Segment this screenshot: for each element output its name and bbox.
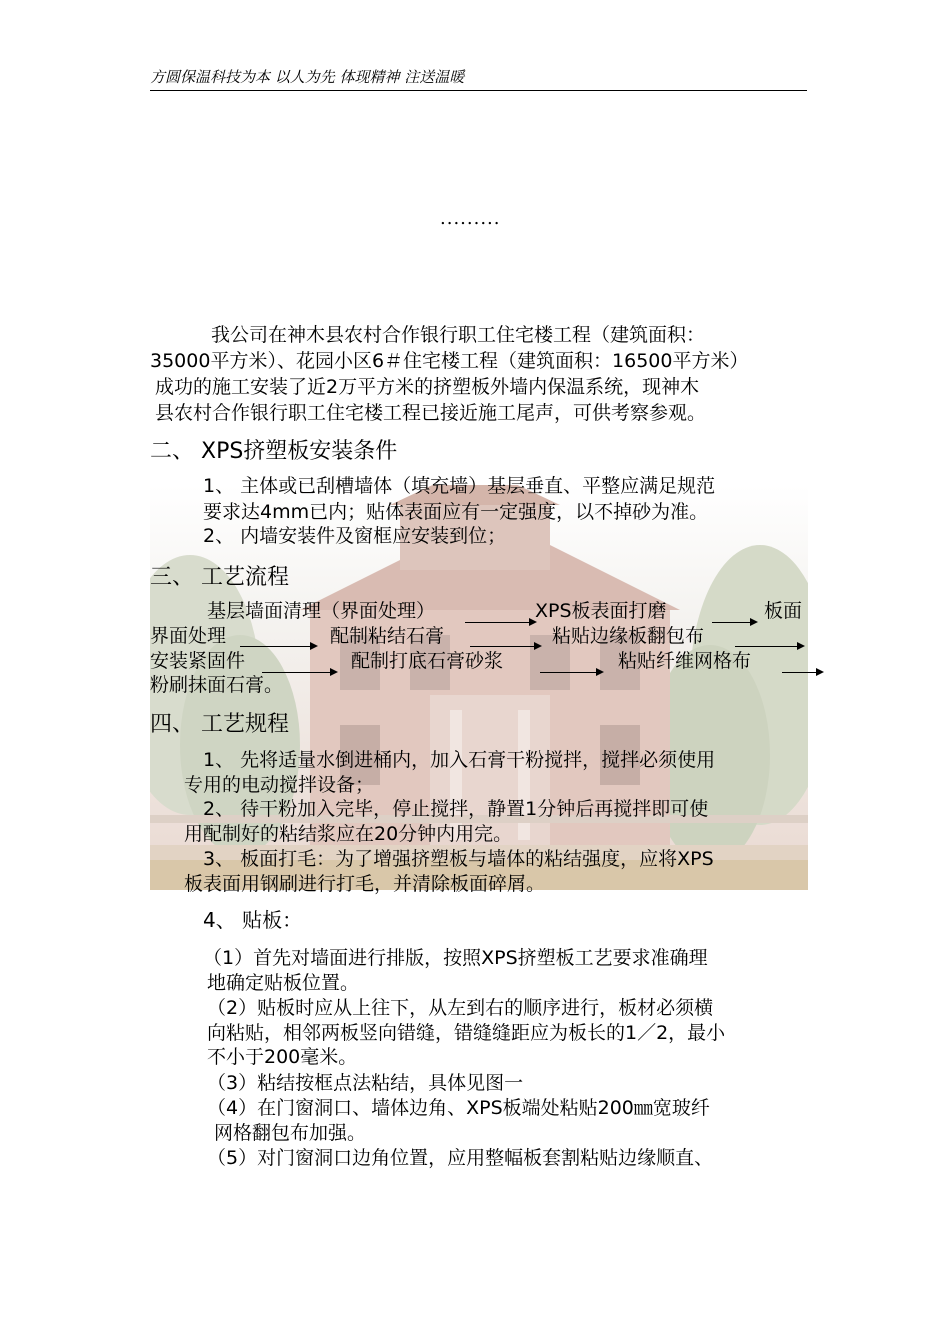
flow-step-9: 粉刷抹面石膏。	[150, 674, 284, 696]
sub-item-3: （3）粘结按框点法粘结，具体见图一	[207, 1072, 524, 1094]
flow-step-2: XPS板表面打磨	[535, 600, 667, 622]
ellipsis: .........	[440, 208, 501, 229]
section-4-line-2: 专用的电动搅拌设备；	[184, 774, 375, 796]
sub-item-5: （5）对门窗洞口边角位置，应用整幅板套割粘贴边缘顺直、	[207, 1147, 714, 1169]
section-4-line-5: 3、 板面打毛：为了增强挤塑板与墙体的粘结强度，应将XPS	[203, 848, 714, 870]
section-2-line-3: 2、 内墙安装件及窗框应安装到位；	[203, 525, 507, 547]
section-2-line-1: 1、 主体或已刮槽墙体（填充墙）基层垂直、平整应满足规范	[203, 475, 716, 497]
flow-step-3b: 界面处理	[150, 625, 227, 647]
section-2-line-2: 要求达4mm已内；贴体表面应有一定强度，以不掉砂为准。	[203, 501, 709, 523]
sub-item-2b: 向粘贴，相邻两板竖向错缝，错缝缝距应为板长的1／2，最小	[207, 1022, 726, 1044]
section-4-line-1: 1、 先将适量水倒进桶内，加入石膏干粉搅拌，搅拌必须使用	[203, 749, 716, 771]
flow-arrow-8	[782, 672, 822, 673]
sub-item-4b: 网格翻包布加强。	[214, 1122, 367, 1144]
intro-line-2: 35000平方米）、花园小区6＃住宅楼工程（建筑面积：16500平方米）	[150, 350, 749, 372]
flow-arrow-3	[240, 646, 316, 647]
flow-step-6: 安装紧固件	[150, 650, 246, 672]
sub-item-2c: 不小于200毫米。	[207, 1046, 358, 1068]
flow-arrow-5	[735, 646, 803, 647]
sub-item-1a: （1）首先对墙面进行排版，按照XPS挤塑板工艺要求准确理	[203, 947, 708, 969]
flow-step-7: 配制打底石膏砂浆	[351, 650, 504, 672]
flow-step-4: 配制粘结石膏	[330, 625, 445, 647]
flow-arrow-1	[465, 622, 535, 623]
section-4-line-6: 板表面用钢刷进行打毛，并清除板面碎屑。	[184, 873, 546, 895]
section-4-heading: 四、 工艺规程	[150, 712, 289, 737]
flow-step-8: 粘贴纤维网格布	[618, 650, 752, 672]
flow-step-3a: 板面	[764, 600, 803, 622]
header-motto: 方圆保温科技为本 以人为先 体现精神 注送温暖	[150, 66, 807, 91]
section-2-heading: 二、 XPS挤塑板安装条件	[150, 439, 398, 464]
intro-line-4: 县农村合作银行职工住宅楼工程已接近施工尾声，可供考察参观。	[155, 402, 707, 424]
section-4-line-3: 2、 待干粉加入完毕，停止搅拌，静置1分钟后再搅拌即可使	[203, 798, 709, 820]
section-4-line-4: 用配制好的粘结浆应在20分钟内用完。	[184, 823, 513, 845]
section-4-line-7: 4、 贴板：	[203, 908, 303, 932]
intro-line-1: 我公司在神木县农村合作银行职工住宅楼工程（建筑面积：	[211, 324, 706, 346]
section-3-heading: 三、 工艺流程	[150, 565, 289, 590]
sub-item-1b: 地确定贴板位置。	[207, 972, 360, 994]
sub-item-2a: （2）贴板时应从上往下，从左到右的顺序进行，板材必须横	[207, 997, 714, 1019]
flow-arrow-2	[712, 622, 756, 623]
sub-item-4a: （4）在门窗洞口、墙体边角、XPS板端处粘贴200㎜宽玻纤	[207, 1097, 710, 1119]
flow-arrow-7	[540, 672, 602, 673]
flow-step-5: 粘贴边缘板翻包布	[552, 625, 705, 647]
intro-line-3: 成功的施工安装了近2万平方米的挤塑板外墙内保温系统，现神木	[155, 376, 700, 398]
flow-step-1: 基层墙面清理（界面处理）	[207, 600, 436, 622]
flow-arrow-4	[470, 646, 540, 647]
